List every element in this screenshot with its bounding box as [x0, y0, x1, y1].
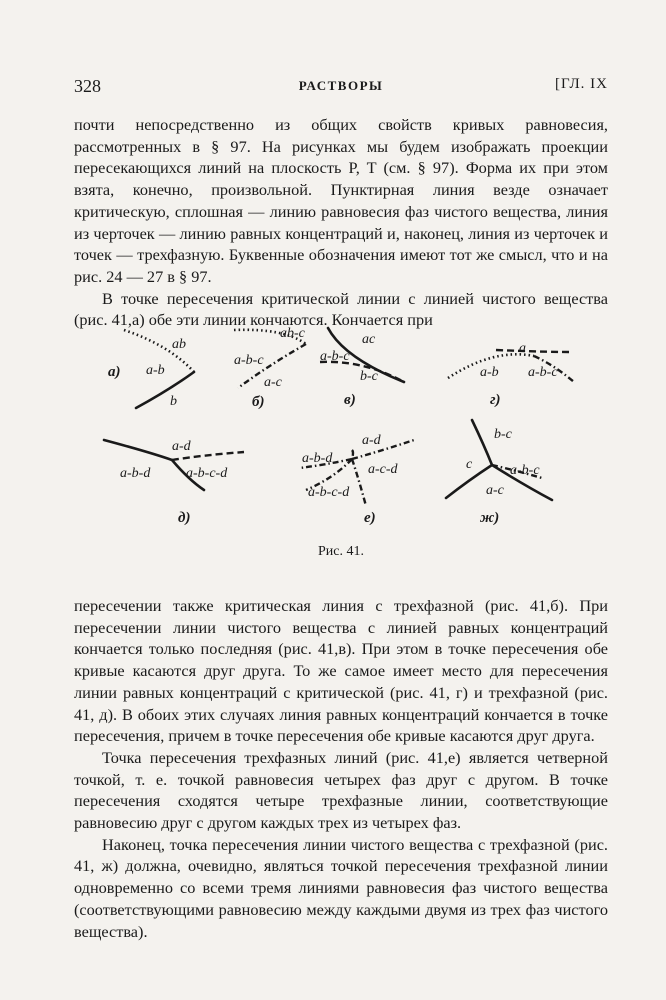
running-title: РАСТВОРЫ: [298, 78, 384, 93]
panel-a-label-1: ab: [172, 337, 186, 352]
panel-zh-tag: ж): [480, 510, 500, 526]
paragraph-1: почти непосредственно из общих свойств кривых равновесия, рассмотренных в § 97. На рисунках мы будем изображать проекции пересекающихся линий на плоскость P, T (см. § 97). Форма их при этом взята, конечно, произвольной. Пунктирная линия везде означает критическую, сплошная — линию равновесия фаз чистого вещества, линия из черточек — линию равных концентраций и, наконец, линия из черточек и точек — трехфазную. Буквенные обозначения имеют тот же смысл, что и на рис. 24 — 27 в § 97.: [74, 115, 608, 286]
panel-d-label-2: a-b-d: [120, 466, 151, 481]
page-number: 328: [74, 76, 101, 96]
panel-d-pure-line-1: [104, 440, 172, 460]
paragraph-4: Точка пересечения трехфазных линий (рис. 41,е) является четверной точкой, т. е. точкой равновесия четырех фаз друг с другом. В точке пересечения сходятся четыре трехфазные линии, соответствующие равновесию друг с другом каждых трех из четырех фаз.: [74, 747, 608, 833]
panel-a-tag: а): [108, 364, 121, 380]
panel-d-label-1: a-d: [172, 439, 191, 454]
panel-g: [448, 341, 574, 408]
panel-d-label-3: a-b-c-d: [186, 466, 228, 481]
panel-zh-label-4: a-c: [486, 483, 504, 498]
panel-g-label-1: a: [519, 341, 526, 356]
text-block-top: [74, 114, 608, 331]
panel-g-label-2: a-b: [480, 365, 499, 380]
chapter-reference: [ГЛ. IX: [554, 76, 608, 92]
panel-b-label-1: ab-c: [280, 326, 305, 341]
panel-e-label-4: a-b-c-d: [308, 485, 350, 500]
panel-a-pure-line: [136, 372, 194, 408]
panel-g-label-3: a-b-c: [528, 365, 558, 380]
panel-a-label-2: a-b: [146, 363, 165, 378]
panel-zh: [446, 420, 552, 526]
panel-a-label-3: b: [170, 394, 177, 409]
panel-v-label-1: ac: [362, 332, 376, 347]
panel-d-tag: д): [178, 510, 191, 526]
panel-e-line-3: [352, 459, 366, 506]
figure-41: [74, 310, 608, 580]
panel-g-tag: г): [490, 392, 501, 408]
panel-v-label-2: a-b-c: [320, 349, 350, 364]
panel-zh-label-2: c: [466, 457, 473, 472]
panel-g-equal-conc-line: [496, 350, 570, 352]
panel-e-label-3: a-c-d: [368, 462, 398, 477]
paragraph-5: Наконец, точка пересечения линии чистого вещества с трехфазной (рис. 41, ж) должна, очевидно, являться точкой пересечения трехфазной линии одновременно со всеми тремя линиями равновесия фаз чистого вещества (соответствующими равновесию между каждыми двумя из трех фаз чистого вещества).: [74, 834, 608, 941]
paragraph-2: В точке пересечения критической линии с линией чистого вещества (рис. 41,а) обе эти линии кончаются. Кончается при: [74, 288, 608, 330]
panel-b-label-2: a-b-c: [234, 353, 264, 368]
panel-v-tag: в): [344, 392, 356, 408]
panel-zh-label-3: a-b-c: [510, 463, 540, 478]
figure-caption: Рис. 41.: [318, 544, 364, 559]
panel-e: [300, 433, 414, 526]
paragraph-3: пересечении также критическая линия с трехфазной (рис. 41,б). При пересечении линии чистого вещества с линией равных концентраций кончается только последняя (рис. 41,в). При этом в точке пересечения обе кривые касаются друг друга. То же самое имеет место для пересечения линии равных концентраций с критической (рис. 41, г) и трехфазной (рис. 41, д). В обоих этих случаях линия равных концентраций кончается в точке пересечения, причем в точке пересечения обе кривые касаются друг друга.: [74, 596, 608, 746]
panel-zh-pure-line-1: [472, 420, 492, 465]
panel-v: [320, 328, 404, 408]
text-block-bottom: [74, 595, 608, 942]
panel-v-label-3: b-c: [360, 369, 378, 384]
panel-a: [108, 330, 194, 409]
panel-e-label-1: a-d: [362, 433, 381, 448]
panel-b-tag: б): [252, 394, 265, 410]
page-header: [74, 76, 608, 98]
panel-b: [234, 326, 306, 410]
panel-zh-label-1: b-c: [494, 427, 512, 442]
figure-41-diagram: [74, 310, 608, 540]
panel-b-label-3: a-c: [264, 375, 282, 390]
panel-e-tag: е): [364, 510, 376, 526]
panel-d: [104, 439, 244, 526]
panel-e-label-2: a-b-d: [302, 451, 333, 466]
